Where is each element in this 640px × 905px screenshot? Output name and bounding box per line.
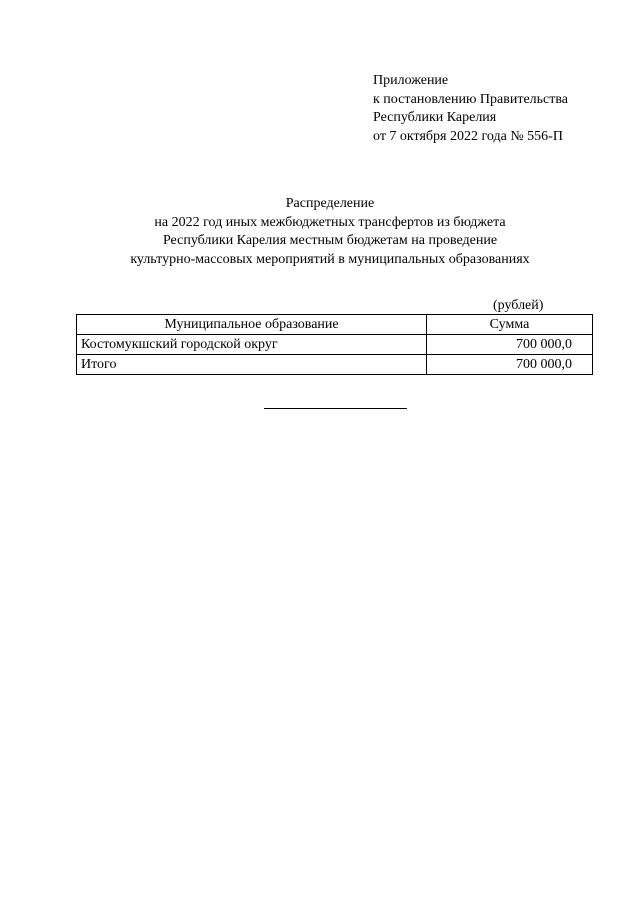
annex-line: от 7 октября 2022 года № 556-П: [373, 128, 563, 144]
annex-line: Приложение: [373, 73, 449, 88]
table-row: [77, 335, 593, 355]
header-municipality: Муниципальное образование: [77, 315, 427, 335]
title-line: Распределение: [285, 196, 375, 211]
title-line: на 2022 год иных межбюджетных трансфертов из бюджета: [154, 214, 506, 230]
municipality-cell: Костомукшский городской округ: [77, 335, 427, 355]
total-row: [77, 355, 593, 375]
title-line: культурно-массовых мероприятий в муниципальных образованиях: [130, 251, 530, 267]
annex-header: [373, 72, 633, 146]
total-amount-cell: 700 000,0: [427, 355, 593, 375]
amount-cell: 700 000,0: [427, 335, 593, 355]
unit-label: (рублей): [493, 298, 544, 313]
annex-line: Республики Карелия: [373, 110, 497, 125]
header-amount: Сумма: [427, 315, 593, 335]
distribution-table: [76, 314, 593, 375]
table-header-row: [77, 315, 593, 335]
end-divider: [264, 408, 407, 409]
total-label-cell: Итого: [77, 355, 427, 375]
document-title: [80, 195, 580, 269]
annex-line: к постановлению Правительства: [373, 91, 569, 107]
title-line: Республики Карелия местным бюджетам на проведение: [162, 233, 498, 248]
